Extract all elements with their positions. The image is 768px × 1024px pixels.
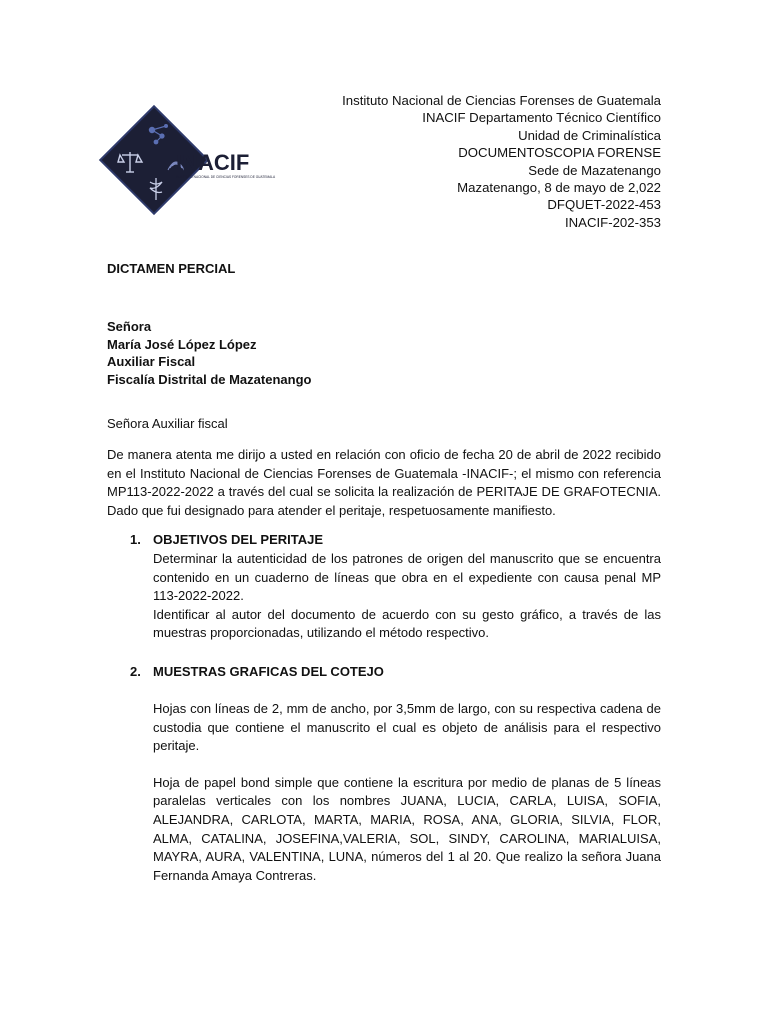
section-heading <box>130 664 384 679</box>
institution-header <box>342 92 661 231</box>
logo-subtext: INSTITUTO NACIONAL DE CIENCIAS FORENSES DE GUATEMALA <box>176 175 276 179</box>
recipient-office: Fiscalía Distrital de Mazatenango <box>107 371 312 387</box>
header-line-reference: INACIF-202-353 <box>564 214 661 230</box>
header-line-reference: DFQUET-2022-453 <box>547 197 661 213</box>
header-line: Instituto Nacional de Ciencias Forenses de Guatemala <box>342 93 661 108</box>
header-line-date: Mazatenango, 8 de mayo de 2,022 <box>457 180 661 196</box>
section-paragraph: Hoja de papel bond simple que contiene la escritura por medio de planas de 5 líneas paralelas verticales con los nombres JUANA, LUCIA, CARLA, LUISA, SOFIA, ALEJANDRA, CARLOTA, MARTA, MARIA, ROSA, ANA, GLORIA, SILVIA, FLOR, ALMA, CATALINA, JOSEFINA,VALERIA, SOL, SINDY, CAROLINA, MARIALUISA, MAYRA, AURA, VALENTINA, LUNA, números del 1 al 20. Que realizo la señora Juana Fernanda Amaya Contreras. <box>153 774 661 883</box>
intro-paragraph: De manera atenta me dirijo a usted en relación con oficio de fecha 20 de abril de 2022 recibido en el Instituto Nacional de Ciencias Forenses de Guatemala -INACIF-; el mismo con referencia MP113-2022-2022 a través del cual se solicita la realización de PERITAJE DE GRAFOTECNIA. Dado que fui designado para atender el peritaje, respetuosamente manifiesto. <box>107 447 661 518</box>
section-paragraph: Determinar la autenticidad de los patrones de origen del manuscrito que se encuentra contenido en un cuaderno de líneas que obra en el expediente con causa penal MP 113-2022-2022. <box>153 551 661 604</box>
section-body <box>153 550 661 643</box>
inacif-logo <box>110 108 276 212</box>
header-line: Sede de Mazatenango <box>528 162 661 178</box>
salutation: Señora Auxiliar fiscal <box>107 416 228 431</box>
header-line: Unidad de Criminalística <box>518 127 661 143</box>
section-paragraph: Hojas con líneas de 2, mm de ancho, por 3,5mm de largo, con su respectiva cadena de custodia que contiene el manuscrito el cual es objeto de análisis para el respectivo peritaje. <box>153 701 661 754</box>
document-title: DICTAMEN PERCIAL <box>107 261 236 276</box>
header-line: INACIF Departamento Técnico Científico <box>422 110 661 126</box>
recipient-role: Auxiliar Fiscal <box>107 354 196 370</box>
recipient-line: Señora <box>107 319 152 334</box>
recipient-block <box>107 318 311 388</box>
logo-text: INACIF <box>176 150 250 175</box>
section-number: 1. <box>130 532 141 547</box>
recipient-name: María José López López <box>107 336 257 352</box>
section-body <box>153 700 661 885</box>
section-paragraph: Identificar al autor del documento de acuerdo con su gesto gráfico, a través de las muestras proporcionadas, utilizando el método respectivo. <box>153 606 661 641</box>
section-number: 2. <box>130 664 141 679</box>
section-title: MUESTRAS GRAFICAS DEL COTEJO <box>153 664 384 679</box>
section-heading <box>130 532 323 547</box>
section-title: OBJETIVOS DEL PERITAJE <box>153 532 324 547</box>
header-line: DOCUMENTOSCOPIA FORENSE <box>458 145 661 161</box>
